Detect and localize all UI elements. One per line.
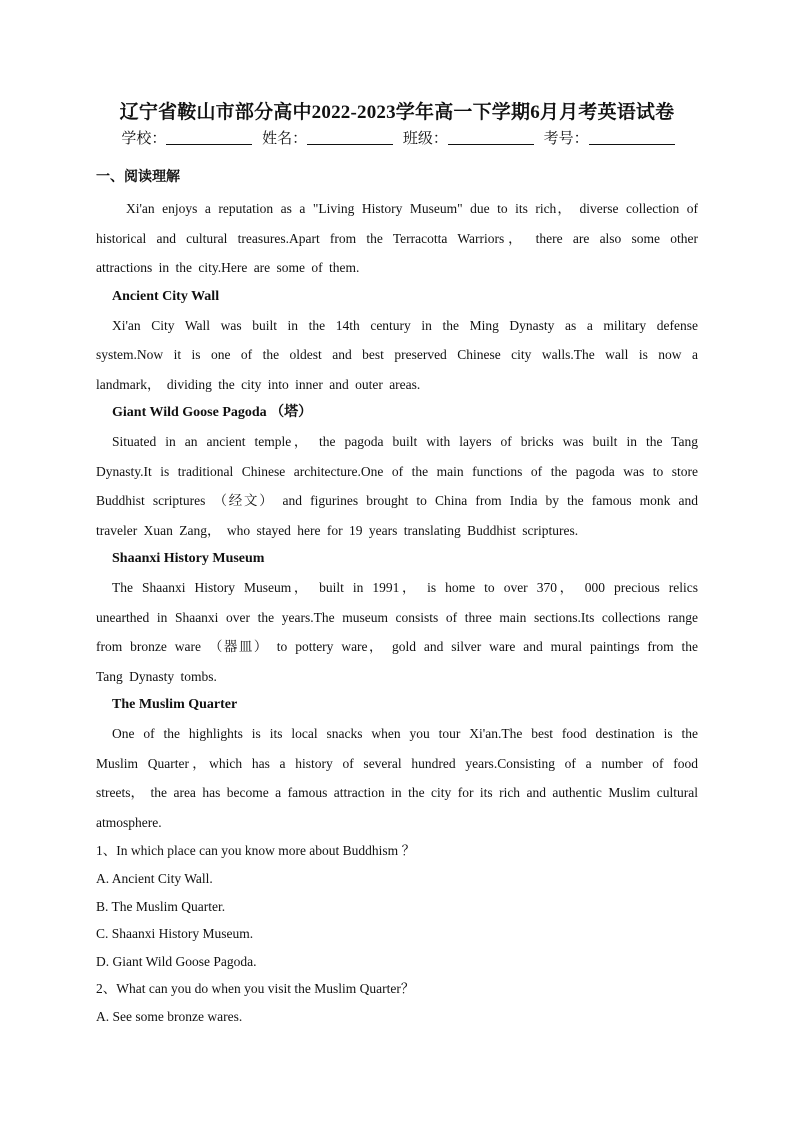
answer-option[interactable]: A. See some bronze wares. (96, 1009, 243, 1024)
part-paragraph: Situated in an ancient temple， the pagoda built with layers of bricks was built in the Tang Dynasty.It is traditional Chinese architecture.One of the main functions of the pagoda was to store Buddhist scriptures （经文） and figurines brought to China from India by the famous monk and traveler Xuan Zang， who stayed here for 19 years translating Buddhist scriptures. (96, 434, 698, 538)
reading-section (96, 166, 698, 1031)
exam-title: 辽宁省鞍山市部分高中2022-2023学年高一下学期6月月考英语试卷 (119, 102, 675, 123)
section-heading: 一、阅读理解 (96, 170, 180, 185)
part-heading: The Muslim Quarter (112, 697, 238, 712)
part-heading: Ancient City Wall (112, 288, 220, 304)
student-info-line (0, 127, 794, 148)
answer-option[interactable]: D. Giant Wild Goose Pagoda. (96, 953, 257, 969)
question-stem: 1、In which place can you know more about Buddhism ？ (96, 843, 416, 858)
answer-option[interactable]: B. The Muslim Quarter. (96, 898, 226, 914)
answer-option[interactable]: C. Shaanxi History Museum. (96, 926, 254, 941)
school-label: 学校： (121, 131, 167, 147)
part-heading: Giant Wild Goose Pagoda （塔） (112, 405, 313, 420)
exam-number-blank[interactable] (589, 130, 675, 145)
part-paragraph: The Shaanxi History Museum， built in 1991， is home to over 370， 000 precious relics unearthed in Shaanxi over the years.The museum consists of three main sections.Its collections range from bronze ware （器皿） to pottery ware， gold and silver ware and mural paintings from the Tang Dynasty tombs. (96, 580, 698, 684)
name-blank[interactable] (307, 130, 393, 145)
school-blank[interactable] (166, 130, 252, 145)
class-label: 班级： (402, 131, 448, 147)
part-paragraph: One of the highlights is its local snacks when you tour Xi'an.The best food destination is the Muslim Quarter，which has a history of several hundred years.Consisting of a number of food streets， the area has become a famous attraction in the city for its rich and authentic Muslim cultural atmosphere. (96, 726, 698, 830)
part-paragraph: Xi'an City Wall was built in the 14th century in the Ming Dynasty as a military defense system.Now it is one of the oldest and best preserved Chinese city walls.The wall is now a landmark， dividing the city into inner and outer areas. (96, 317, 698, 392)
exam-number-label: 考号： (543, 131, 589, 147)
answer-option[interactable]: A. Ancient City Wall. (96, 871, 213, 886)
class-blank[interactable] (448, 130, 534, 145)
name-label: 姓名： (262, 131, 308, 147)
intro-paragraph: Xi'an enjoys a reputation as a "Living History Museum" due to its rich， diverse collection of historical and cultural treasures.Apart from the Terracotta Warriors， there are also some other attractions in the city.Here are some of them. (96, 201, 698, 275)
question-stem: 2、What can you do when you visit the Muslim Quarter？ (96, 981, 415, 996)
part-heading: Shaanxi History Museum (112, 551, 265, 566)
